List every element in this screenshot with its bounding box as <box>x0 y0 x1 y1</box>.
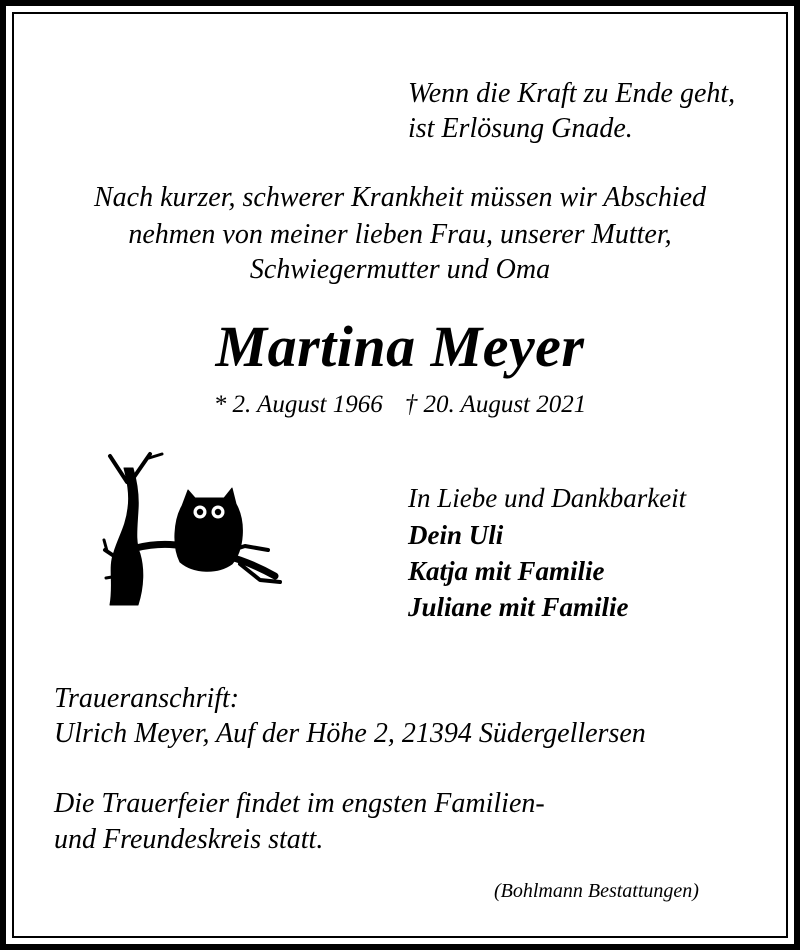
mourners-intro: In Liebe und Dankbarkeit <box>408 483 687 513</box>
life-dates <box>0 391 800 419</box>
intro-line-3: Schwiegermutter und Oma <box>249 254 551 285</box>
intro-line-2: nehmen von meiner lieben Frau, unserer Mutter, <box>128 219 672 250</box>
funeral-home: (Bohlmann Bestattungen) <box>494 880 699 902</box>
address-label: Traueranschrift: <box>54 683 240 714</box>
intro-line-1: Nach kurzer, schwerer Krankheit müssen wir Abschied <box>93 182 707 213</box>
mourner-2: Katja mit Familie <box>408 556 605 586</box>
notice-line-1: Die Trauerfeier findet im engsten Familien- <box>54 788 545 819</box>
address-value: Ulrich Meyer, Auf der Höhe 2, 21394 Südergellersen <box>54 718 646 749</box>
motto-line-1: Wenn die Kraft zu Ende geht, <box>408 78 736 109</box>
deceased-name: Martina Meyer <box>215 314 585 379</box>
mourner-1: Dein Uli <box>408 520 504 550</box>
death-date: † 20. August 2021 <box>404 391 587 418</box>
mourner-3: Juliane mit Familie <box>408 592 629 622</box>
birth-date: * 2. August 1966 <box>213 391 383 418</box>
owl-on-branch-icon <box>100 450 285 610</box>
motto-line-2: ist Erlösung Gnade. <box>408 113 633 144</box>
notice-line-2: und Freundeskreis statt. <box>54 824 324 855</box>
